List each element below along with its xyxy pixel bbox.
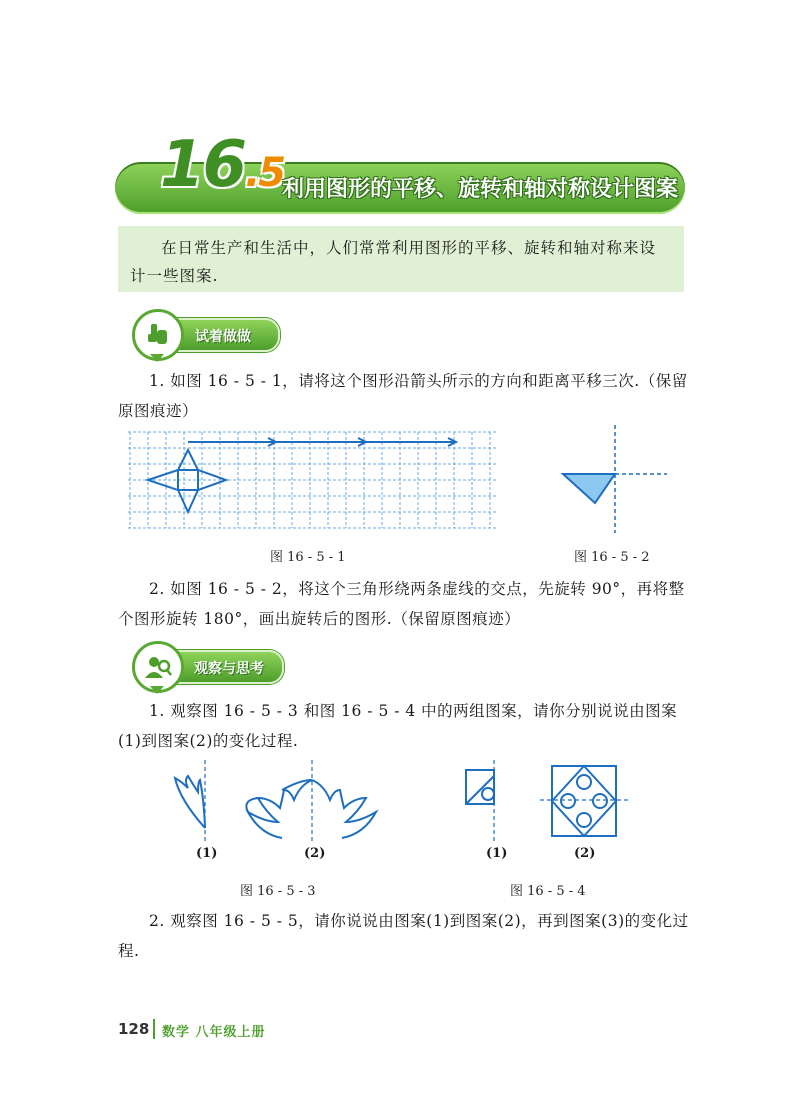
observe-label: 观察与思考 — [194, 661, 264, 677]
try-it-label: 试着做做 — [195, 329, 251, 345]
try-it-item-1: 1. 如图 16 - 5 - 1，请将这个图形沿箭头所示的方向和距离平移三次.（保留原图痕迹） — [118, 372, 688, 420]
figure-16-5-4-label-2: (2) — [574, 846, 596, 861]
footer-divider — [153, 1019, 155, 1039]
page-number: 128 — [118, 1020, 150, 1038]
figure-16-5-4-caption: 图 16 - 5 - 4 — [510, 884, 586, 899]
figure-16-5-2 — [555, 425, 670, 535]
figure-16-5-1 — [128, 430, 498, 532]
observe-item-2: 2. 观察图 16 - 5 - 5，请你说说由图案(1)到图案(2)，再到图案(3)的变化过程. — [118, 912, 689, 960]
intro-text: 在日常生产和生活中，人们常常利用图形的平移、旋转和轴对称来设计一些图案. — [130, 239, 657, 285]
book-title: 数学 八年级上册 — [162, 1025, 266, 1040]
section-title: 利用图形的平移、旋转和轴对称设计图案 — [282, 177, 679, 202]
section-subnumber: .5 — [245, 150, 285, 196]
figure-16-5-2-caption: 图 16 - 5 - 2 — [574, 550, 650, 565]
pill-pointer — [150, 686, 164, 694]
figure-16-5-4-label-1: (1) — [486, 846, 508, 861]
figure-16-5-3 — [170, 760, 385, 845]
figure-16-5-3-caption: 图 16 - 5 - 3 — [240, 884, 316, 899]
figure-16-5-4 — [460, 760, 640, 845]
pill-pointer — [150, 354, 164, 362]
figure-16-5-3-label-1: (1) — [196, 846, 218, 861]
figure-16-5-3-label-2: (2) — [304, 846, 326, 861]
section-number: 16.5 — [160, 128, 285, 202]
figure-16-5-1-caption: 图 16 - 5 - 1 — [270, 550, 346, 565]
try-it-item-2: 2. 如图 16 - 5 - 2，将这个三角形绕两条虚线的交点，先旋转 90°，再将整个图形旋转 180°，画出旋转后的图形.（保留原图痕迹） — [118, 580, 685, 628]
observe-item-1: 1. 观察图 16 - 5 - 3 和图 16 - 5 - 4 中的两组图案，请你分别说说由图案(1)到图案(2)的变化过程. — [118, 702, 678, 750]
